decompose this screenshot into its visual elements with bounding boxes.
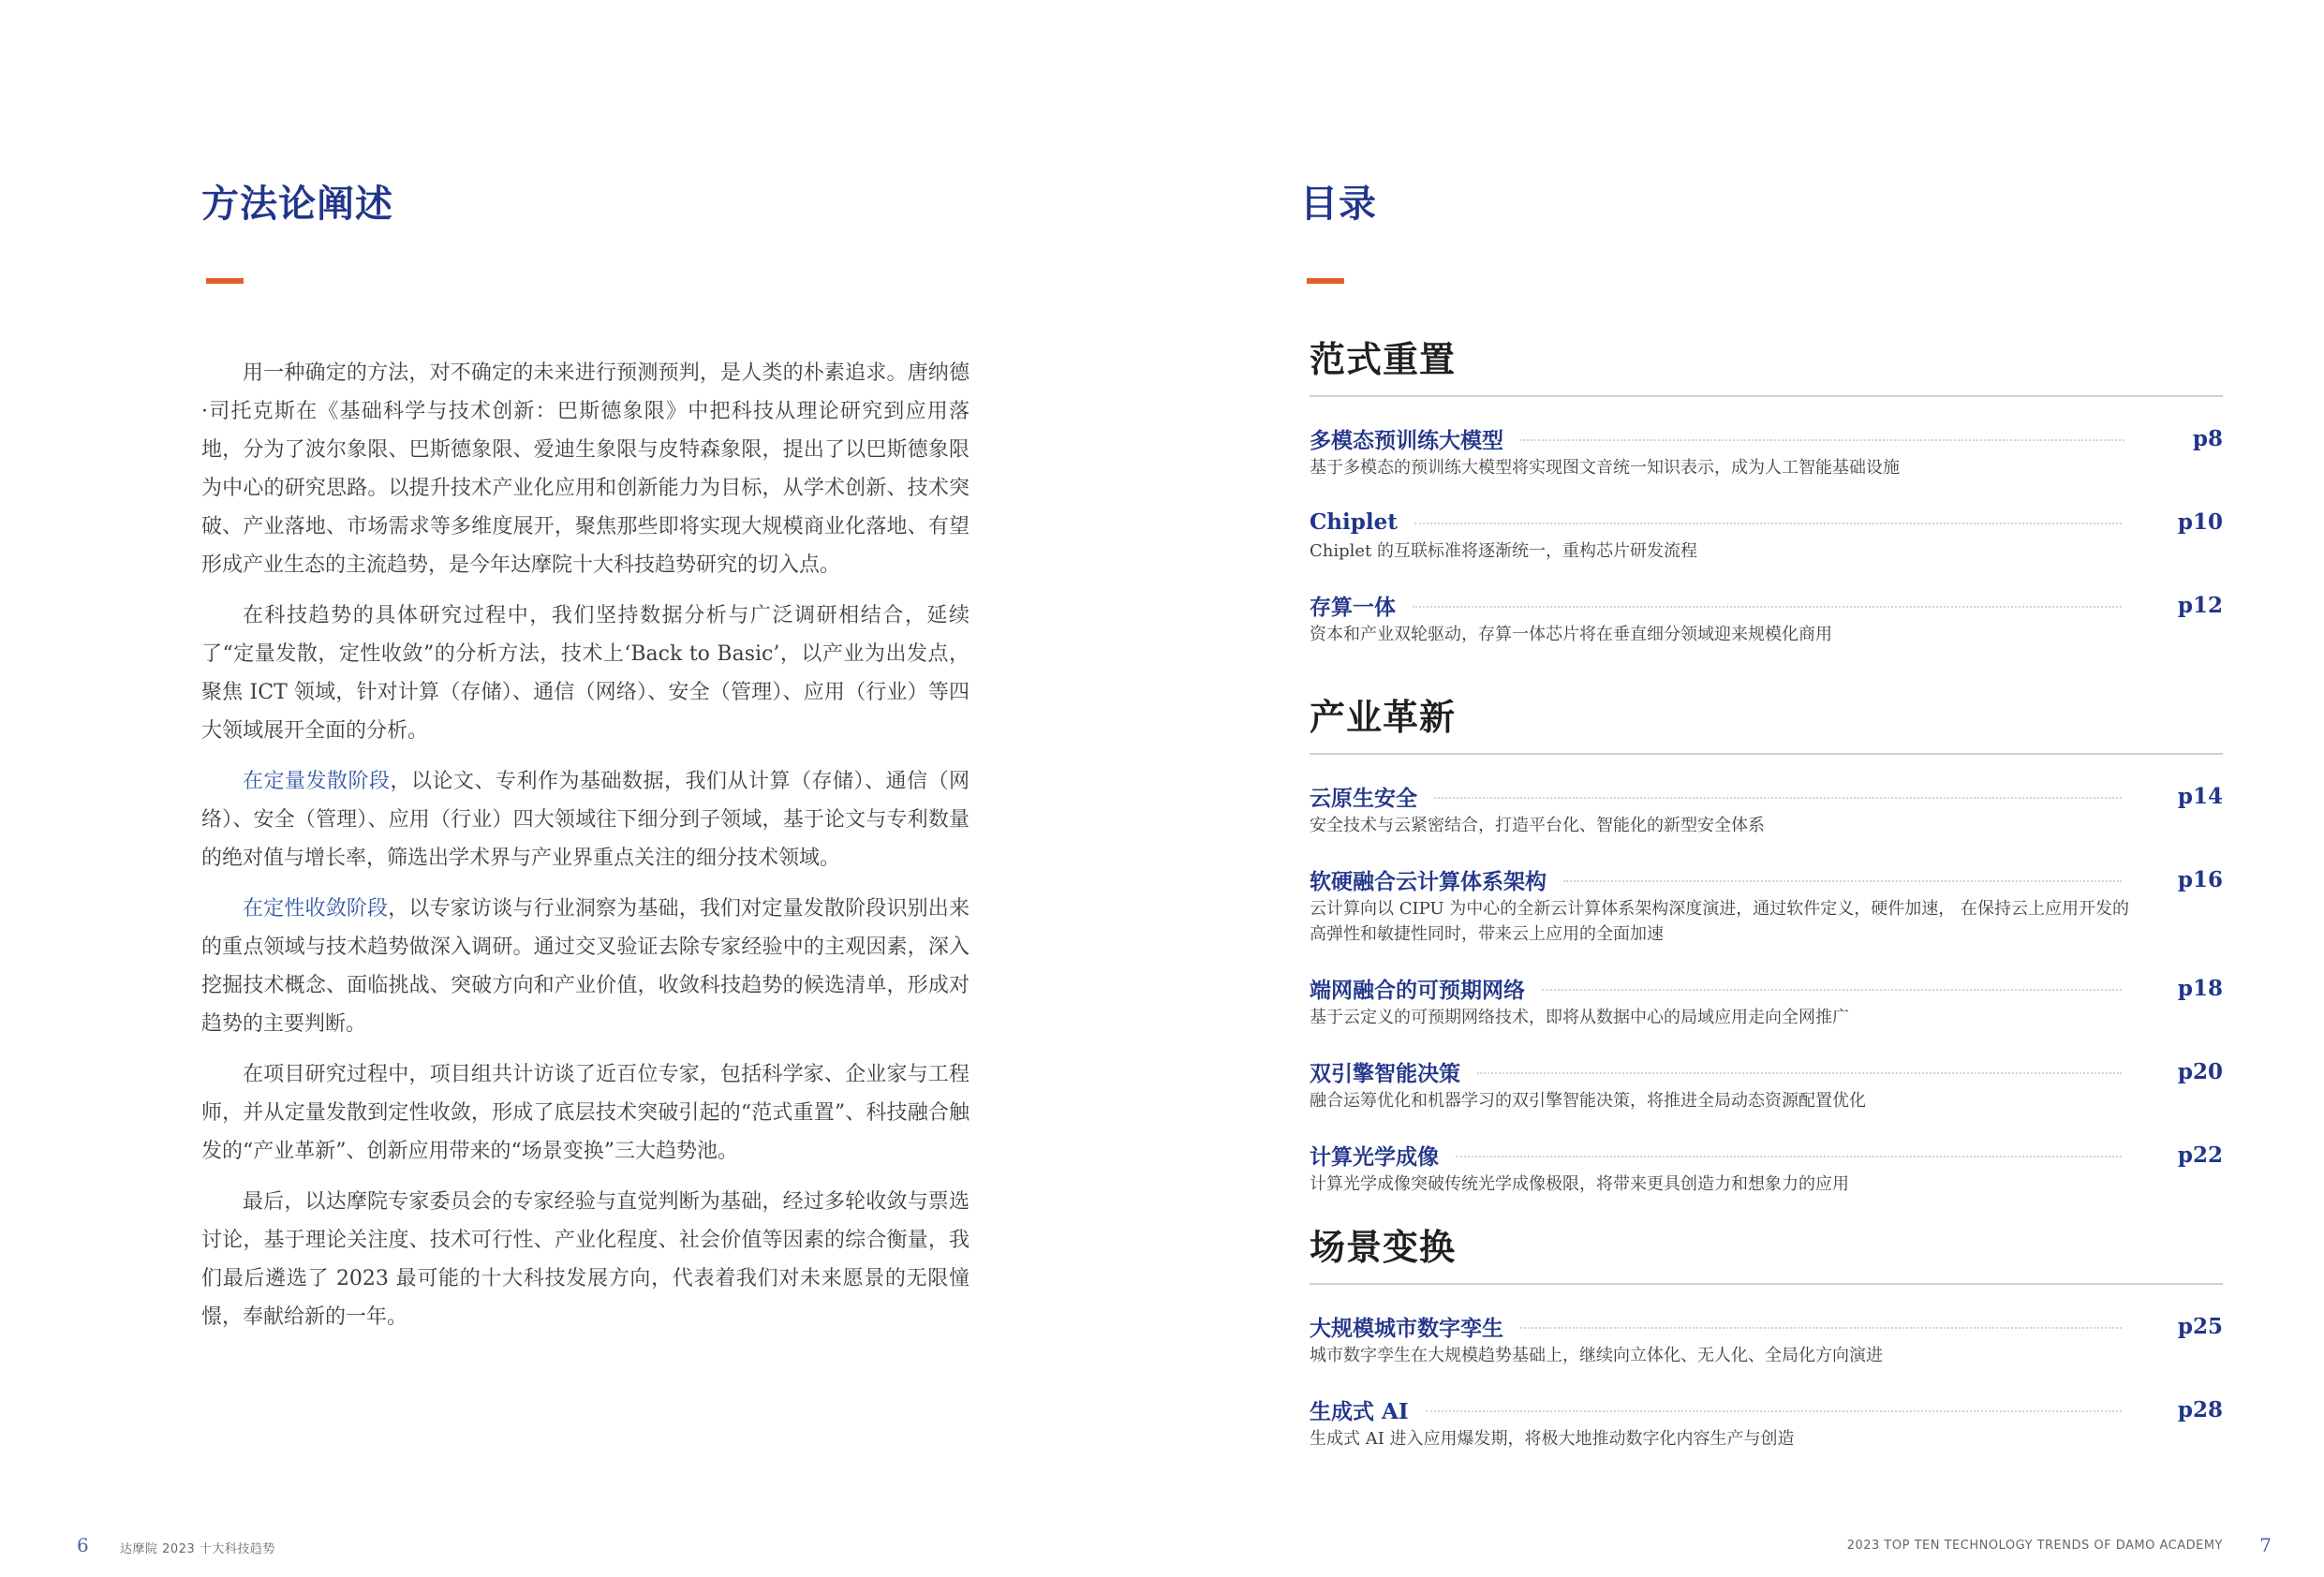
dot-leader xyxy=(1426,1410,2122,1412)
dot-leader xyxy=(1456,1156,2122,1157)
paragraph: 在定性收敛阶段，以专家访谈与行业洞察为基础，我们对定量发散阶段识别出来的重点领域与技术趋势做深入调研。通过交叉验证去除专家经验中的主观因素，深入挖掘技术概念、面临挑战、突破方向和产业价值，收敛科技趋势的候选清单，形成对趋势的主要判断。 xyxy=(201,897,970,1036)
toc-entry-page[interactable]: p20 xyxy=(2177,1058,2223,1084)
dot-leader xyxy=(1542,989,2122,991)
dot-leader xyxy=(1563,880,2122,882)
toc-entry-page[interactable]: p28 xyxy=(2177,1396,2223,1422)
toc-entry[interactable] xyxy=(1310,1140,2223,1197)
paragraph: 用一种确定的方法，对不确定的未来进行预测预判，是人类的朴素追求。唐纳德·司托克斯在《基础科学与技术创新：巴斯德象限》中把科技从理论研究到应用落地，分为了波尔象限、巴斯德象限、爱迪生象限与皮特森象限，提出了以巴斯德象限为中心的研究思路。以提升技术产业化应用和创新能力为目标，从学术创新、技术突破、产业落地、市场需求等多维度展开，聚焦那些即将实现大规模商业化落地、有望形成产业生态的主流趋势，是今年达摩院十大科技趋势研究的切入点。 xyxy=(201,361,970,577)
toc-group-title: 场景变换 xyxy=(1310,1226,1457,1268)
toc-entry[interactable] xyxy=(1310,507,2223,564)
group-divider xyxy=(1310,395,2223,397)
toc-entry-page[interactable]: p16 xyxy=(2177,866,2223,892)
toc-entry-description: 安全技术与云紧密结合，打造平台化、智能化的新型安全体系 xyxy=(1310,816,1765,835)
toc-group-title: 产业革新 xyxy=(1310,696,1457,738)
footer-page-number: 7 xyxy=(2259,1534,2272,1556)
toc-entry-title[interactable]: 生成式 AI xyxy=(1310,1398,1409,1424)
toc-entry-description: 生成式 AI 进入应用爆发期，将极大地推动数字化内容生产与创造 xyxy=(1310,1429,1795,1449)
toc-entry-title[interactable]: 双引擎智能决策 xyxy=(1310,1060,1460,1086)
dot-leader xyxy=(1520,1327,2122,1329)
dot-leader xyxy=(1520,439,2124,441)
toc-entry-page[interactable]: p18 xyxy=(2177,975,2223,1001)
toc-title: 目录 xyxy=(1300,182,1377,226)
toc-entry-title[interactable]: 多模态预训练大模型 xyxy=(1310,427,1503,453)
paragraph: 在定量发散阶段，以论文、专利作为基础数据，我们从计算（存储）、通信（网络）、安全（管理）、应用（行业）四大领域往下细分到子领域，基于论文与专利数量的绝对值与增长率，筛选出学术界与产业界重点关注的细分技术领域。 xyxy=(201,770,970,870)
title-accent-bar xyxy=(206,278,244,284)
toc-entry-description: 资本和产业双轮驱动，存算一体芯片将在垂直细分领域迎来规模化商用 xyxy=(1310,625,1832,644)
group-divider xyxy=(1310,753,2223,755)
toc-entry[interactable] xyxy=(1310,1056,2223,1113)
right-page xyxy=(1162,0,2324,1577)
toc-entry[interactable] xyxy=(1310,781,2223,838)
toc-entry-page[interactable]: p10 xyxy=(2177,508,2223,535)
toc-entry-page[interactable]: p25 xyxy=(2177,1313,2223,1339)
paragraph: 在项目研究过程中，项目组共计访谈了近百位专家，包括科学家、企业家与工程师，并从定量发散到定性收敛，形成了底层技术突破引起的“范式重置”、科技融合触发的“产业革新”、创新应用带来的“场景变换”三大趋势池。 xyxy=(201,1063,970,1163)
toc-entry-page[interactable]: p8 xyxy=(2192,425,2223,451)
toc-entry-description: 基于云定义的可预期网络技术，即将从数据中心的局域应用走向全网推广 xyxy=(1310,1008,1849,1027)
toc-entry[interactable] xyxy=(1310,423,2223,480)
toc-entry-title[interactable]: 软硬融合云计算体系架构 xyxy=(1310,868,1547,894)
highlight-phrase: 在定量发散阶段 xyxy=(243,770,391,793)
toc-entry-description: 基于多模态的预训练大模型将实现图文音统一知识表示，成为人工智能基础设施 xyxy=(1310,458,1900,478)
toc-entry[interactable] xyxy=(1310,864,2223,947)
toc-entry[interactable] xyxy=(1310,590,2223,647)
toc-group-title: 范式重置 xyxy=(1310,338,1457,380)
toc-entry-page[interactable]: p12 xyxy=(2177,592,2223,618)
paragraph: 在科技趋势的具体研究过程中，我们坚持数据分析与广泛调研相结合，延续了“定量发散，定性收敛”的分析方法，技术上‘Back to Basic’，以产业为出发点，聚焦 ICT 领域，针对计算（存储）、通信（网络）、安全（管理）、应用（行业）等四大领域展开全面的分析。 xyxy=(201,604,970,743)
footer-title: 2023 TOP TEN TECHNOLOGY TRENDS OF DAMO ACADEMY xyxy=(1846,1539,2223,1553)
footer-page-number: 6 xyxy=(77,1534,89,1556)
highlight-phrase: 在定性收敛阶段 xyxy=(243,897,389,921)
paragraph: 最后，以达摩院专家委员会的专家经验与直觉判断为基础，经过多轮收敛与票选讨论，基于理论关注度、技术可行性、产业化程度、社会价值等因素的综合衡量，我们最后遴选了 2023 最可能的十大科技发展方向，代表着我们对未来愿景的无限憧憬，奉献给新的一年。 xyxy=(201,1190,970,1329)
toc-group-paradigm-reset xyxy=(1310,337,2223,673)
toc-entry-title[interactable]: 计算光学成像 xyxy=(1310,1143,1439,1170)
toc-entry-description: 计算光学成像突破传统光学成像极限，将带来更具创造力和想象力的应用 xyxy=(1310,1174,1849,1194)
toc-entry-description: 云计算向以 CIPU 为中心的全新云计算体系架构深度演进，通过软件定义，硬件加速， 在保持云上应用开发的高弹性和敏捷性同时，带来云上应用的全面加速 xyxy=(1310,899,2130,944)
dot-leader xyxy=(1413,606,2122,608)
group-divider xyxy=(1310,1283,2223,1285)
toc-entry[interactable] xyxy=(1310,973,2223,1030)
toc-group-scenario-transformation xyxy=(1310,1225,2223,1478)
dot-leader xyxy=(1434,797,2122,799)
toc-entry-page[interactable]: p22 xyxy=(2177,1142,2223,1168)
toc-entry-title[interactable]: 端网融合的可预期网络 xyxy=(1310,977,1525,1003)
toc-group-industry-innovation xyxy=(1310,695,2223,1223)
toc-entry-title[interactable]: 存算一体 xyxy=(1310,594,1396,620)
toc-entry-description: Chiplet 的互联标准将逐渐统一，重构芯片研发流程 xyxy=(1310,541,1698,561)
toc-entry-title[interactable]: Chiplet xyxy=(1310,508,1398,535)
page-title: 方法论阐述 xyxy=(201,182,393,226)
toc-entry-title[interactable]: 大规模城市数字孪生 xyxy=(1310,1315,1503,1341)
methodology-body xyxy=(201,354,970,1349)
toc-entry-description: 城市数字孪生在大规模趋势基础上，继续向立体化、无人化、全局化方向演进 xyxy=(1310,1346,1883,1365)
dot-leader xyxy=(1414,523,2122,524)
toc-entry-description: 融合运筹优化和机器学习的双引擎智能决策，将推进全局动态资源配置优化 xyxy=(1310,1091,1866,1111)
toc-entry[interactable] xyxy=(1310,1394,2223,1452)
footer-title: 达摩院 2023 十大科技趋势 xyxy=(120,1542,275,1556)
title-accent-bar xyxy=(1307,278,1344,284)
toc-entry[interactable] xyxy=(1310,1311,2223,1368)
dot-leader xyxy=(1477,1072,2122,1074)
toc-entry-title[interactable]: 云原生安全 xyxy=(1310,785,1417,811)
toc-entry-page[interactable]: p14 xyxy=(2177,783,2223,809)
